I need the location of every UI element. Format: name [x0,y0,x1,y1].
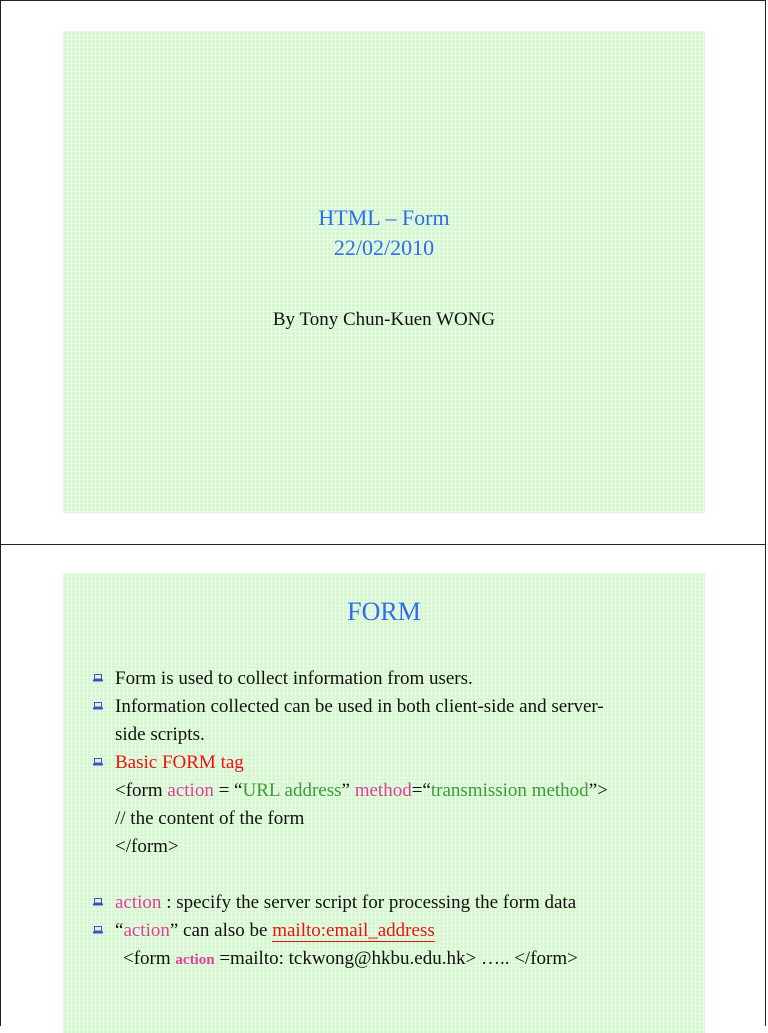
mailto-link[interactable]: mailto:email_address [272,920,435,941]
laptop-icon [93,702,103,710]
laptop-icon [93,926,103,934]
code-text: =“ [411,780,431,801]
bullet-text: Form is used to collect information from users. [115,668,473,689]
bullet-list [93,665,673,974]
list-item [93,693,673,749]
code-text: <form [115,780,168,801]
bullet-text-continued: side scripts. [115,724,205,745]
code-text: ”> [588,780,608,801]
code-keyword: method [354,780,412,801]
code-keyword: action [167,780,214,801]
code-value: URL address [242,780,342,801]
bullet-text: : specify the server script for processing the form data [161,892,577,913]
laptop-icon [93,758,103,766]
list-item [93,665,673,693]
list-item [93,749,673,777]
code-keyword: action [175,952,215,968]
presentation-date: 22/02/2010 [333,235,435,260]
bullet-text: ” can also be [169,920,273,941]
code-text: ” [341,780,355,801]
bullet-text: “ [115,920,124,941]
example-line [93,945,673,974]
page-2 [0,544,766,1026]
presentation-title: HTML – Form [318,205,450,230]
code-text: <form [123,948,176,969]
code-line [93,777,673,805]
code-value: transmission method [430,780,589,801]
code-line: // the content of the form [115,808,305,829]
slide-form [63,573,705,1033]
list-item [93,889,673,917]
code-text: = “ [213,780,243,801]
author-line: By Tony Chun-Kuen WONG [272,309,496,330]
laptop-icon [93,898,103,906]
laptop-icon [93,674,103,682]
slide-heading: FORM [347,597,421,626]
spacer [93,861,673,889]
bullet-keyword: action [123,920,170,941]
code-text: =mailto: tckwong@hkbu.edu.hk> ….. </form> [214,948,578,969]
bullet-text: Basic FORM tag [115,752,244,773]
code-line: </form> [115,836,179,857]
bullet-keyword: action [115,892,162,913]
list-item [93,917,673,945]
slide-title [63,31,705,513]
bullet-text: Information collected can be used in both client-side and server- [115,696,604,717]
